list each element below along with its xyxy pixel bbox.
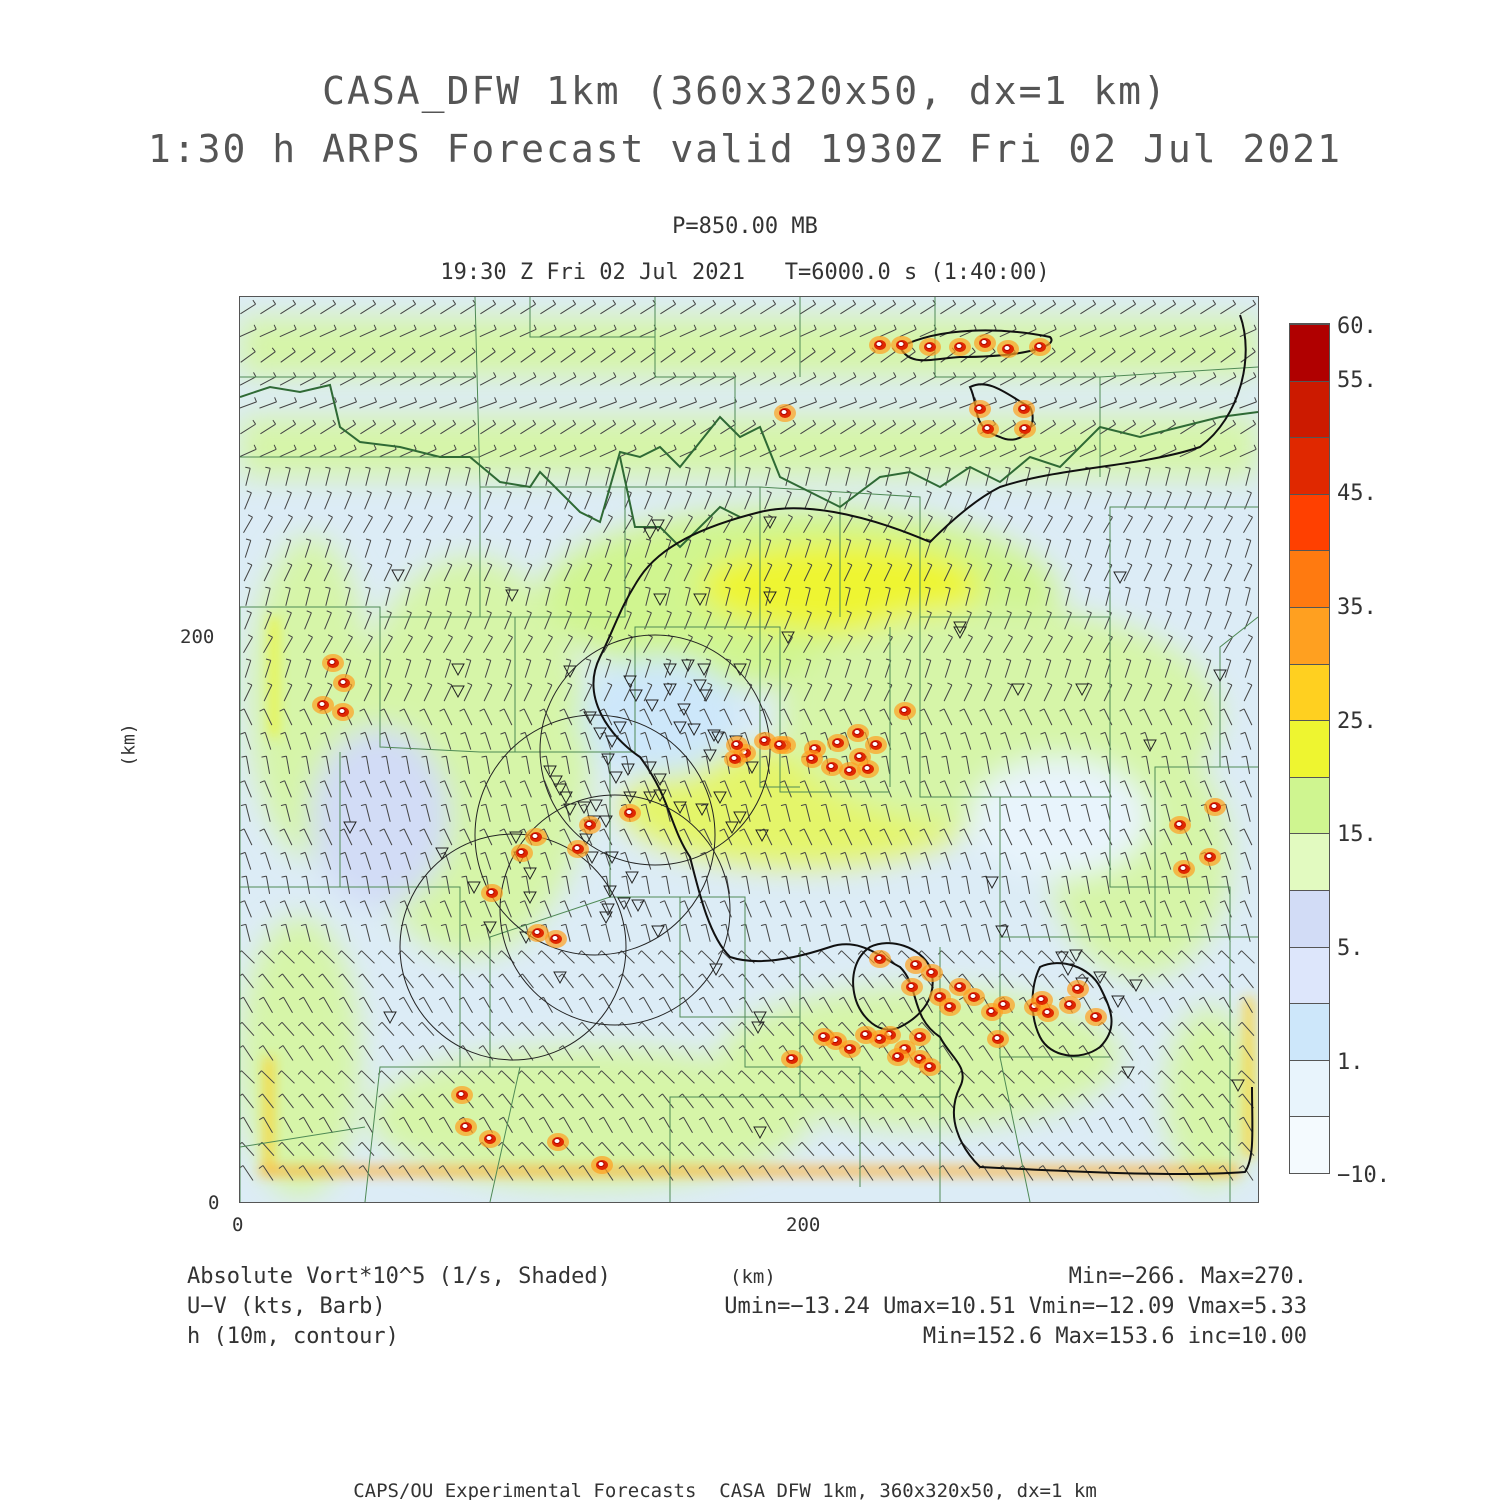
colorbar-segment <box>1290 494 1329 551</box>
vorticity-maximum <box>547 1133 569 1151</box>
vorticity-center <box>876 1036 882 1041</box>
vorticity-maximum <box>774 404 796 422</box>
vorticity-maximum <box>847 724 869 742</box>
vorticity-center <box>926 1064 932 1069</box>
vorticity-maximum <box>813 1028 835 1046</box>
colorbar-segment <box>1290 777 1329 834</box>
footer-credit: CAPS/OU Experimental Forecasts CASA DFW 1km, 360x320x50, dx=1 km <box>353 1480 1097 1500</box>
vorticity-maximum <box>567 840 589 858</box>
vorticity-maximum <box>1013 400 1035 418</box>
vorticity-maximum <box>726 736 748 754</box>
vorticity-center <box>936 994 942 999</box>
vorticity-center <box>1021 426 1027 431</box>
vorticity-center <box>862 1032 868 1037</box>
vorticity-center <box>1176 822 1182 827</box>
vorticity-center <box>339 709 345 714</box>
vorticity-maximum <box>1059 996 1081 1014</box>
vorticity-maximum <box>455 1118 477 1136</box>
vorticity-center <box>462 1124 468 1129</box>
vorticity-maximum <box>801 750 823 768</box>
vorticity-center <box>834 740 840 745</box>
vorticity-center <box>586 822 592 827</box>
vorticity-maximum <box>949 338 971 356</box>
colorbar-label-45: 45. <box>1337 481 1377 506</box>
vorticity-center <box>901 708 907 713</box>
colorbar-segment <box>1290 550 1329 607</box>
vorticity-center <box>340 680 346 685</box>
vorticity-center <box>488 890 494 895</box>
vorticity-center <box>994 1036 1000 1041</box>
vorticity-center <box>976 406 982 411</box>
vorticity-center <box>970 994 976 999</box>
vorticity-center <box>876 956 882 961</box>
vorticity-center <box>820 1034 826 1039</box>
vorticity-center <box>1206 854 1212 859</box>
vorticity-maximum <box>322 654 344 672</box>
vorticity-maximum <box>921 964 943 982</box>
colorbar <box>1289 323 1330 1174</box>
vorticity-maximum <box>869 336 891 354</box>
vorticity-center <box>1020 406 1026 411</box>
colorbar-label-35: 35. <box>1337 595 1377 620</box>
legend-field2-name: U−V (kts, Barb) <box>187 1294 386 1319</box>
x-tick-200: 200 <box>786 1214 821 1236</box>
vorticity-maximum <box>919 1058 941 1076</box>
vorticity-maximum <box>591 1156 613 1174</box>
vorticity-maximum <box>451 1086 473 1104</box>
vorticity-center <box>598 1162 604 1167</box>
vorticity-center <box>554 1139 560 1144</box>
vorticity-maximum <box>511 844 533 862</box>
vorticity-center <box>916 1034 922 1039</box>
vorticity-maximum <box>977 420 999 438</box>
vorticity-center <box>776 742 782 747</box>
vorticity-center <box>846 768 852 773</box>
vorticity-center <box>988 1009 994 1014</box>
vorticity-maximum <box>1014 420 1036 438</box>
colorbar-label-5: 5. <box>1337 936 1364 961</box>
vorticity-center <box>908 984 914 989</box>
vorticity-center <box>319 702 325 707</box>
y-tick-200: 200 <box>180 626 215 648</box>
vorticity-center <box>864 766 870 771</box>
vorticity-maximum <box>894 702 916 720</box>
vorticity-center <box>876 342 882 347</box>
vorticity-maximum <box>887 1048 909 1066</box>
vorticity-center <box>928 970 934 975</box>
colorbar-segment <box>1290 720 1329 777</box>
legend-field2-stats: Umin=−13.24 Umax=10.51 Vmin=−12.09 Vmax=5.33 <box>724 1294 1307 1319</box>
colorbar-label-55: 55. <box>1337 368 1377 393</box>
vorticity-center <box>811 746 817 751</box>
vorticity-center <box>854 730 860 735</box>
vorticity-center <box>329 660 335 665</box>
colorbar-segment <box>1290 1003 1329 1060</box>
vorticity-maximum <box>333 674 355 692</box>
legend-field3-stats: Min=152.6 Max=153.6 inc=10.00 <box>922 1324 1307 1349</box>
vorticity-map <box>240 297 1258 1202</box>
colorbar-segment <box>1290 381 1329 438</box>
vorticity-center <box>781 410 787 415</box>
valid-time: 19:30 Z Fri 02 Jul 2021 T=6000.0 s (1:40:00) <box>440 260 1050 285</box>
colorbar-label-60: 60. <box>1337 314 1377 339</box>
vorticity-maximum <box>987 1030 1009 1048</box>
pressure-level: P=850.00 MB <box>672 214 818 239</box>
vorticity-maximum <box>993 996 1015 1014</box>
legend-field3-name: h (10m, contour) <box>187 1324 399 1349</box>
vorticity-center <box>828 764 834 769</box>
vorticity-maximum <box>1037 1004 1059 1022</box>
colorbar-segment <box>1290 947 1329 1004</box>
vorticity-maximum <box>481 884 503 902</box>
legend-field1-stats: Min=−266. Max=270. <box>1068 1264 1307 1289</box>
colorbar-label-25: 25. <box>1337 709 1377 734</box>
vorticity-center <box>946 1004 952 1009</box>
legend-field1-name: Absolute Vort*10^5 (1/s, Shaded) <box>187 1264 611 1289</box>
vorticity-center <box>731 756 737 761</box>
vorticity-center <box>761 738 767 743</box>
colorbar-segment <box>1290 324 1329 381</box>
vorticity-maximum <box>827 734 849 752</box>
vorticity-maximum <box>1204 798 1226 816</box>
title-line-1: CASA_DFW 1km (360x320x50, dx=1 km) <box>322 69 1168 113</box>
vorticity-maximum <box>1199 848 1221 866</box>
vorticity-center <box>788 1056 794 1061</box>
vorticity-maximum <box>1067 980 1089 998</box>
vorticity-center <box>1000 1002 1006 1007</box>
vorticity-maximum <box>855 1026 877 1044</box>
vorticity-center <box>1180 866 1186 871</box>
vorticity-maximum <box>312 696 334 714</box>
vorticity-center <box>574 846 580 851</box>
vorticity-center <box>1074 986 1080 991</box>
vorticity-center <box>1211 804 1217 809</box>
vorticity-center <box>733 742 739 747</box>
vorticity-maximum <box>974 334 996 352</box>
vorticity-maximum <box>891 336 913 354</box>
vorticity-maximum <box>769 736 791 754</box>
vorticity-maximum <box>1169 816 1191 834</box>
colorbar-label-15: 15. <box>1337 822 1377 847</box>
vorticity-maximum <box>579 816 601 834</box>
colorbar-segment <box>1290 833 1329 890</box>
x-axis-label: (km) <box>730 1266 776 1288</box>
colorbar-label-1: 1. <box>1337 1050 1364 1075</box>
y-tick-0: 0 <box>208 1192 220 1214</box>
vorticity-center <box>926 344 932 349</box>
vorticity-maximum <box>901 978 923 996</box>
vorticity-maximum <box>869 950 891 968</box>
colorbar-segment <box>1290 607 1329 664</box>
vorticity-center <box>856 754 862 759</box>
vorticity-center <box>486 1136 492 1141</box>
vorticity-center <box>532 834 538 839</box>
vorticity-center <box>1036 344 1042 349</box>
x-tick-0: 0 <box>232 1214 244 1236</box>
vorticity-center <box>1044 1010 1050 1015</box>
vorticity-center <box>518 850 524 855</box>
vorticity-maximum <box>939 998 961 1016</box>
vorticity-center <box>984 426 990 431</box>
vorticity-center <box>1004 346 1010 351</box>
vorticity-center <box>458 1092 464 1097</box>
vorticity-center <box>808 756 814 761</box>
vorticity-maximum <box>781 1050 803 1068</box>
vorticity-center <box>916 1056 922 1061</box>
vorticity-center <box>1038 997 1044 1002</box>
vorticity-maximum <box>619 804 641 822</box>
vorticity-center <box>894 1054 900 1059</box>
vorticity-maximum <box>963 988 985 1006</box>
vorticity-center <box>956 984 962 989</box>
vorticity-center <box>898 342 904 347</box>
vorticity-maximum <box>969 400 991 418</box>
vorticity-maximum <box>525 828 547 846</box>
vorticity-maximum <box>919 338 941 356</box>
colorbar-segment <box>1290 437 1329 494</box>
vorticity-center <box>552 936 558 941</box>
colorbar-segment <box>1290 664 1329 721</box>
vorticity-maximum <box>1029 338 1051 356</box>
title-line-2: 1:30 h ARPS Forecast valid 1930Z Fri 02 Jul 2021 <box>147 127 1343 171</box>
map-plot-area <box>239 296 1259 1203</box>
vorticity-maximum <box>1085 1008 1107 1026</box>
vorticity-center <box>846 1046 852 1051</box>
vorticity-center <box>534 930 540 935</box>
vorticity-maximum <box>479 1130 501 1148</box>
vorticity-maximum <box>821 758 843 776</box>
vorticity-maximum <box>997 340 1019 358</box>
vorticity-center <box>626 810 632 815</box>
colorbar-segment <box>1290 1060 1329 1117</box>
colorbar-segment <box>1290 1116 1329 1173</box>
colorbar-segment <box>1290 890 1329 947</box>
vorticity-center <box>872 742 878 747</box>
vorticity-maximum <box>849 748 871 766</box>
vorticity-center <box>981 340 987 345</box>
vorticity-center <box>912 962 918 967</box>
vorticity-center <box>1066 1002 1072 1007</box>
colorbar-label-minus10: −10. <box>1337 1163 1390 1188</box>
vorticity-center <box>1092 1014 1098 1019</box>
y-axis-label: (km) <box>118 723 140 767</box>
vorticity-maximum <box>545 930 567 948</box>
vorticity-maximum <box>1173 860 1195 878</box>
vorticity-center <box>956 344 962 349</box>
vorticity-maximum <box>332 703 354 721</box>
